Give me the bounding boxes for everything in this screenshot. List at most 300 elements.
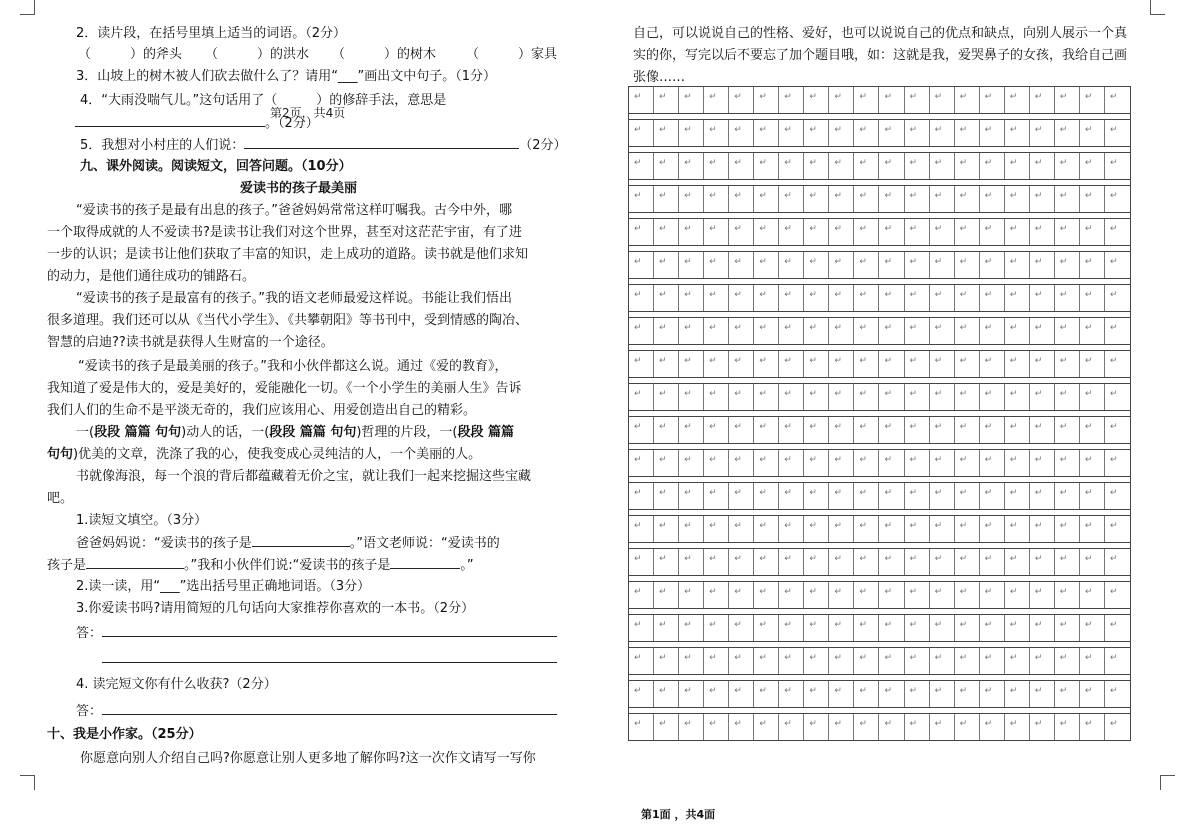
grid-cell[interactable] xyxy=(905,285,930,311)
grid-cell[interactable] xyxy=(980,615,1005,641)
grid-cell[interactable] xyxy=(905,417,930,443)
grid-cell[interactable] xyxy=(1030,549,1055,575)
grid-cell[interactable] xyxy=(854,516,879,542)
grid-cell[interactable] xyxy=(829,714,854,740)
grid-cell[interactable] xyxy=(679,87,704,113)
grid-cell[interactable] xyxy=(905,549,930,575)
grid-cell[interactable] xyxy=(804,87,829,113)
grid-cell[interactable] xyxy=(829,120,854,146)
grid-cell[interactable] xyxy=(779,318,804,344)
grid-cell[interactable] xyxy=(1030,153,1055,179)
grid-cell[interactable] xyxy=(754,648,779,674)
grid-cell[interactable] xyxy=(654,120,679,146)
grid-cell[interactable] xyxy=(879,351,904,377)
grid-cell[interactable] xyxy=(679,516,704,542)
grid-cell[interactable] xyxy=(1105,252,1130,278)
grid-cell[interactable] xyxy=(729,450,754,476)
grid-cell[interactable] xyxy=(955,417,980,443)
grid-cell[interactable] xyxy=(980,219,1005,245)
grid-cell[interactable] xyxy=(980,582,1005,608)
grid-cell[interactable] xyxy=(754,549,779,575)
grid-cell[interactable] xyxy=(654,417,679,443)
grid-cell[interactable] xyxy=(1055,285,1080,311)
grid-cell[interactable] xyxy=(879,417,904,443)
grid-cell[interactable] xyxy=(779,615,804,641)
grid-cell[interactable] xyxy=(829,384,854,410)
grid-cell[interactable] xyxy=(930,549,955,575)
grid-cell[interactable] xyxy=(1080,483,1105,509)
grid-cell[interactable] xyxy=(1105,681,1130,707)
grid-cell[interactable] xyxy=(704,384,729,410)
grid-cell[interactable] xyxy=(704,120,729,146)
grid-cell[interactable] xyxy=(754,417,779,443)
grid-cell[interactable] xyxy=(980,318,1005,344)
grid-cell[interactable] xyxy=(829,582,854,608)
grid-cell[interactable] xyxy=(804,615,829,641)
grid-cell[interactable] xyxy=(779,87,804,113)
grid-cell[interactable] xyxy=(854,417,879,443)
grid-cell[interactable] xyxy=(879,714,904,740)
grid-cell[interactable] xyxy=(779,252,804,278)
grid-cell[interactable] xyxy=(879,285,904,311)
grid-cell[interactable] xyxy=(854,252,879,278)
grid-cell[interactable] xyxy=(930,681,955,707)
grid-cell[interactable] xyxy=(779,351,804,377)
grid-cell[interactable] xyxy=(980,384,1005,410)
grid-cell[interactable] xyxy=(829,153,854,179)
grid-cell[interactable] xyxy=(1105,582,1130,608)
grid-cell[interactable] xyxy=(1055,87,1080,113)
grid-cell[interactable] xyxy=(930,450,955,476)
grid-cell[interactable] xyxy=(1080,714,1105,740)
grid-cell[interactable] xyxy=(1030,186,1055,212)
grid-cell[interactable] xyxy=(930,582,955,608)
grid-cell[interactable] xyxy=(629,87,654,113)
grid-cell[interactable] xyxy=(679,417,704,443)
grid-cell[interactable] xyxy=(1005,252,1030,278)
grid-cell[interactable] xyxy=(629,153,654,179)
grid-cell[interactable] xyxy=(754,285,779,311)
grid-cell[interactable] xyxy=(729,219,754,245)
grid-cell[interactable] xyxy=(1005,516,1030,542)
grid-cell[interactable] xyxy=(1030,483,1055,509)
grid-cell[interactable] xyxy=(1005,648,1030,674)
grid-cell[interactable] xyxy=(754,318,779,344)
grid-cell[interactable] xyxy=(654,252,679,278)
grid-cell[interactable] xyxy=(754,516,779,542)
grid-cell[interactable] xyxy=(779,285,804,311)
grid-cell[interactable] xyxy=(1105,186,1130,212)
grid-cell[interactable] xyxy=(1030,120,1055,146)
grid-cell[interactable] xyxy=(629,219,654,245)
grid-cell[interactable] xyxy=(1055,549,1080,575)
grid-cell[interactable] xyxy=(1080,648,1105,674)
grid-cell[interactable] xyxy=(1030,219,1055,245)
grid-cell[interactable] xyxy=(629,252,654,278)
grid-cell[interactable] xyxy=(1030,285,1055,311)
grid-cell[interactable] xyxy=(1080,681,1105,707)
grid-cell[interactable] xyxy=(679,549,704,575)
word-choice-3a[interactable]: 段段 篇篇 xyxy=(457,425,515,440)
grid-cell[interactable] xyxy=(829,186,854,212)
grid-cell[interactable] xyxy=(1105,219,1130,245)
grid-cell[interactable] xyxy=(955,351,980,377)
grid-cell[interactable] xyxy=(1055,516,1080,542)
grid-cell[interactable] xyxy=(879,219,904,245)
grid-cell[interactable] xyxy=(930,648,955,674)
grid-cell[interactable] xyxy=(729,549,754,575)
grid-cell[interactable] xyxy=(930,417,955,443)
grid-cell[interactable] xyxy=(980,516,1005,542)
grid-cell[interactable] xyxy=(729,648,754,674)
grid-cell[interactable] xyxy=(654,714,679,740)
grid-cell[interactable] xyxy=(779,417,804,443)
grid-cell[interactable] xyxy=(754,351,779,377)
grid-cell[interactable] xyxy=(729,285,754,311)
grid-cell[interactable] xyxy=(955,714,980,740)
grid-cell[interactable] xyxy=(829,252,854,278)
grid-cell[interactable] xyxy=(955,219,980,245)
grid-cell[interactable] xyxy=(955,450,980,476)
grid-cell[interactable] xyxy=(1055,417,1080,443)
grid-cell[interactable] xyxy=(629,351,654,377)
grid-cell[interactable] xyxy=(1055,351,1080,377)
grid-cell[interactable] xyxy=(955,153,980,179)
grid-cell[interactable] xyxy=(754,120,779,146)
grid-cell[interactable] xyxy=(629,648,654,674)
grid-cell[interactable] xyxy=(879,483,904,509)
grid-cell[interactable] xyxy=(754,87,779,113)
grid-cell[interactable] xyxy=(905,483,930,509)
grid-cell[interactable] xyxy=(629,681,654,707)
answer-blank-3[interactable] xyxy=(390,556,460,569)
grid-cell[interactable] xyxy=(804,252,829,278)
grid-cell[interactable] xyxy=(829,549,854,575)
grid-cell[interactable] xyxy=(679,714,704,740)
grid-cell[interactable] xyxy=(779,582,804,608)
grid-cell[interactable] xyxy=(829,87,854,113)
grid-cell[interactable] xyxy=(1105,483,1130,509)
grid-cell[interactable] xyxy=(980,252,1005,278)
grid-cell[interactable] xyxy=(804,384,829,410)
grid-cell[interactable] xyxy=(704,516,729,542)
grid-cell[interactable] xyxy=(955,582,980,608)
grid-cell[interactable] xyxy=(879,582,904,608)
grid-cell[interactable] xyxy=(879,252,904,278)
grid-cell[interactable] xyxy=(905,714,930,740)
grid-cell[interactable] xyxy=(704,681,729,707)
grid-cell[interactable] xyxy=(1080,549,1105,575)
grid-cell[interactable] xyxy=(654,384,679,410)
grid-cell[interactable] xyxy=(829,648,854,674)
grid-cell[interactable] xyxy=(779,186,804,212)
grid-cell[interactable] xyxy=(1030,648,1055,674)
grid-cell[interactable] xyxy=(654,450,679,476)
grid-cell[interactable] xyxy=(905,582,930,608)
grid-cell[interactable] xyxy=(1055,483,1080,509)
grid-cell[interactable] xyxy=(729,186,754,212)
grid-cell[interactable] xyxy=(955,285,980,311)
grid-cell[interactable] xyxy=(704,219,729,245)
grid-cell[interactable] xyxy=(754,681,779,707)
grid-cell[interactable] xyxy=(1030,582,1055,608)
grid-cell[interactable] xyxy=(1105,516,1130,542)
grid-cell[interactable] xyxy=(754,186,779,212)
grid-cell[interactable] xyxy=(729,615,754,641)
grid-cell[interactable] xyxy=(955,252,980,278)
grid-cell[interactable] xyxy=(1080,186,1105,212)
grid-cell[interactable] xyxy=(1080,384,1105,410)
grid-cell[interactable] xyxy=(1080,615,1105,641)
grid-cell[interactable] xyxy=(704,483,729,509)
grid-cell[interactable] xyxy=(1030,417,1055,443)
grid-cell[interactable] xyxy=(629,516,654,542)
grid-cell[interactable] xyxy=(879,516,904,542)
grid-cell[interactable] xyxy=(1005,417,1030,443)
grid-cell[interactable] xyxy=(729,153,754,179)
grid-cell[interactable] xyxy=(829,615,854,641)
grid-cell[interactable] xyxy=(879,615,904,641)
grid-cell[interactable] xyxy=(1080,417,1105,443)
grid-cell[interactable] xyxy=(804,219,829,245)
grid-cell[interactable] xyxy=(930,219,955,245)
grid-cell[interactable] xyxy=(955,516,980,542)
grid-cell[interactable] xyxy=(854,120,879,146)
grid-cell[interactable] xyxy=(629,285,654,311)
grid-cell[interactable] xyxy=(704,252,729,278)
grid-cell[interactable] xyxy=(729,681,754,707)
grid-cell[interactable] xyxy=(1005,681,1030,707)
grid-cell[interactable] xyxy=(754,450,779,476)
grid-cell[interactable] xyxy=(854,285,879,311)
grid-cell[interactable] xyxy=(729,384,754,410)
grid-cell[interactable] xyxy=(1005,615,1030,641)
grid-cell[interactable] xyxy=(654,582,679,608)
word-choice-3b[interactable]: 句句 xyxy=(47,447,74,462)
grid-cell[interactable] xyxy=(804,120,829,146)
grid-cell[interactable] xyxy=(1080,582,1105,608)
grid-cell[interactable] xyxy=(879,153,904,179)
grid-cell[interactable] xyxy=(679,219,704,245)
grid-cell[interactable] xyxy=(704,186,729,212)
grid-cell[interactable] xyxy=(955,186,980,212)
grid-cell[interactable] xyxy=(930,615,955,641)
grid-cell[interactable] xyxy=(729,516,754,542)
grid-cell[interactable] xyxy=(1055,120,1080,146)
grid-cell[interactable] xyxy=(1055,219,1080,245)
grid-cell[interactable] xyxy=(679,186,704,212)
grid-cell[interactable] xyxy=(1005,87,1030,113)
grid-cell[interactable] xyxy=(930,351,955,377)
grid-cell[interactable] xyxy=(905,318,930,344)
grid-cell[interactable] xyxy=(1030,450,1055,476)
grid-cell[interactable] xyxy=(804,516,829,542)
grid-cell[interactable] xyxy=(804,549,829,575)
grid-cell[interactable] xyxy=(779,549,804,575)
grid-cell[interactable] xyxy=(654,681,679,707)
grid-cell[interactable] xyxy=(679,153,704,179)
grid-cell[interactable] xyxy=(854,483,879,509)
grid-cell[interactable] xyxy=(829,318,854,344)
grid-cell[interactable] xyxy=(1005,186,1030,212)
grid-cell[interactable] xyxy=(779,516,804,542)
grid-cell[interactable] xyxy=(729,417,754,443)
grid-cell[interactable] xyxy=(804,417,829,443)
grid-cell[interactable] xyxy=(779,681,804,707)
grid-cell[interactable] xyxy=(1055,384,1080,410)
grid-cell[interactable] xyxy=(829,219,854,245)
grid-cell[interactable] xyxy=(905,219,930,245)
grid-cell[interactable] xyxy=(1005,384,1030,410)
grid-cell[interactable] xyxy=(1030,615,1055,641)
grid-cell[interactable] xyxy=(879,186,904,212)
grid-cell[interactable] xyxy=(905,186,930,212)
grid-cell[interactable] xyxy=(879,318,904,344)
grid-cell[interactable] xyxy=(905,351,930,377)
grid-cell[interactable] xyxy=(704,153,729,179)
grid-cell[interactable] xyxy=(629,384,654,410)
grid-cell[interactable] xyxy=(854,681,879,707)
grid-cell[interactable] xyxy=(779,714,804,740)
grid-cell[interactable] xyxy=(854,384,879,410)
grid-cell[interactable] xyxy=(679,648,704,674)
grid-cell[interactable] xyxy=(905,615,930,641)
grid-cell[interactable] xyxy=(804,714,829,740)
grid-cell[interactable] xyxy=(1005,351,1030,377)
grid-cell[interactable] xyxy=(905,120,930,146)
grid-cell[interactable] xyxy=(679,384,704,410)
grid-cell[interactable] xyxy=(1105,450,1130,476)
grid-cell[interactable] xyxy=(905,516,930,542)
grid-cell[interactable] xyxy=(1055,582,1080,608)
grid-cell[interactable] xyxy=(854,648,879,674)
grid-cell[interactable] xyxy=(704,582,729,608)
grid-cell[interactable] xyxy=(779,219,804,245)
grid-cell[interactable] xyxy=(629,483,654,509)
grid-cell[interactable] xyxy=(854,153,879,179)
grid-cell[interactable] xyxy=(1005,120,1030,146)
grid-cell[interactable] xyxy=(829,417,854,443)
grid-cell[interactable] xyxy=(905,450,930,476)
grid-cell[interactable] xyxy=(955,549,980,575)
grid-cell[interactable] xyxy=(704,615,729,641)
grid-cell[interactable] xyxy=(1105,351,1130,377)
grid-cell[interactable] xyxy=(729,714,754,740)
grid-cell[interactable] xyxy=(1080,120,1105,146)
grid-cell[interactable] xyxy=(854,615,879,641)
grid-cell[interactable] xyxy=(1055,450,1080,476)
grid-cell[interactable] xyxy=(629,186,654,212)
grid-cell[interactable] xyxy=(654,516,679,542)
grid-cell[interactable] xyxy=(654,285,679,311)
grid-cell[interactable] xyxy=(679,318,704,344)
grid-cell[interactable] xyxy=(879,681,904,707)
grid-cell[interactable] xyxy=(955,384,980,410)
grid-cell[interactable] xyxy=(704,351,729,377)
grid-cell[interactable] xyxy=(654,648,679,674)
grid-cell[interactable] xyxy=(704,87,729,113)
grid-cell[interactable] xyxy=(980,648,1005,674)
grid-cell[interactable] xyxy=(1030,351,1055,377)
grid-cell[interactable] xyxy=(754,252,779,278)
grid-cell[interactable] xyxy=(930,483,955,509)
grid-cell[interactable] xyxy=(679,252,704,278)
grid-cell[interactable] xyxy=(779,483,804,509)
grid-cell[interactable] xyxy=(1030,87,1055,113)
grid-cell[interactable] xyxy=(1005,318,1030,344)
grid-cell[interactable] xyxy=(879,384,904,410)
grid-cell[interactable] xyxy=(1105,318,1130,344)
grid-cell[interactable] xyxy=(704,648,729,674)
answer-line-3b[interactable] xyxy=(102,650,557,663)
grid-cell[interactable] xyxy=(1080,87,1105,113)
grid-cell[interactable] xyxy=(729,483,754,509)
word-choice-2[interactable]: 段段 篇篇 句句 xyxy=(269,425,357,440)
grid-cell[interactable] xyxy=(879,549,904,575)
grid-cell[interactable] xyxy=(854,450,879,476)
grid-cell[interactable] xyxy=(1080,285,1105,311)
grid-cell[interactable] xyxy=(1105,384,1130,410)
grid-cell[interactable] xyxy=(905,87,930,113)
grid-cell[interactable] xyxy=(629,714,654,740)
grid-cell[interactable] xyxy=(804,582,829,608)
grid-cell[interactable] xyxy=(854,549,879,575)
grid-cell[interactable] xyxy=(930,384,955,410)
grid-cell[interactable] xyxy=(1105,615,1130,641)
grid-cell[interactable] xyxy=(804,351,829,377)
grid-cell[interactable] xyxy=(829,450,854,476)
grid-cell[interactable] xyxy=(905,153,930,179)
grid-cell[interactable] xyxy=(629,549,654,575)
grid-cell[interactable] xyxy=(1030,714,1055,740)
grid-cell[interactable] xyxy=(854,714,879,740)
grid-cell[interactable] xyxy=(980,153,1005,179)
grid-cell[interactable] xyxy=(804,450,829,476)
grid-cell[interactable] xyxy=(980,87,1005,113)
grid-cell[interactable] xyxy=(1030,252,1055,278)
grid-cell[interactable] xyxy=(754,714,779,740)
grid-cell[interactable] xyxy=(679,615,704,641)
grid-cell[interactable] xyxy=(905,252,930,278)
answer-blank-2[interactable] xyxy=(86,556,184,569)
grid-cell[interactable] xyxy=(654,483,679,509)
grid-cell[interactable] xyxy=(980,186,1005,212)
grid-cell[interactable] xyxy=(955,87,980,113)
grid-cell[interactable] xyxy=(704,714,729,740)
grid-cell[interactable] xyxy=(1055,252,1080,278)
grid-cell[interactable] xyxy=(980,483,1005,509)
grid-cell[interactable] xyxy=(654,351,679,377)
grid-cell[interactable] xyxy=(1080,153,1105,179)
grid-cell[interactable] xyxy=(955,483,980,509)
grid-cell[interactable] xyxy=(1105,417,1130,443)
grid-cell[interactable] xyxy=(829,285,854,311)
grid-cell[interactable] xyxy=(955,120,980,146)
grid-cell[interactable] xyxy=(1030,384,1055,410)
grid-cell[interactable] xyxy=(629,450,654,476)
grid-cell[interactable] xyxy=(754,582,779,608)
grid-cell[interactable] xyxy=(1005,483,1030,509)
grid-cell[interactable] xyxy=(1080,450,1105,476)
grid-cell[interactable] xyxy=(779,384,804,410)
grid-cell[interactable] xyxy=(829,516,854,542)
grid-cell[interactable] xyxy=(804,186,829,212)
answer-blank-1[interactable] xyxy=(252,534,350,547)
grid-cell[interactable] xyxy=(804,285,829,311)
grid-cell[interactable] xyxy=(879,120,904,146)
grid-cell[interactable] xyxy=(854,219,879,245)
grid-cell[interactable] xyxy=(679,582,704,608)
